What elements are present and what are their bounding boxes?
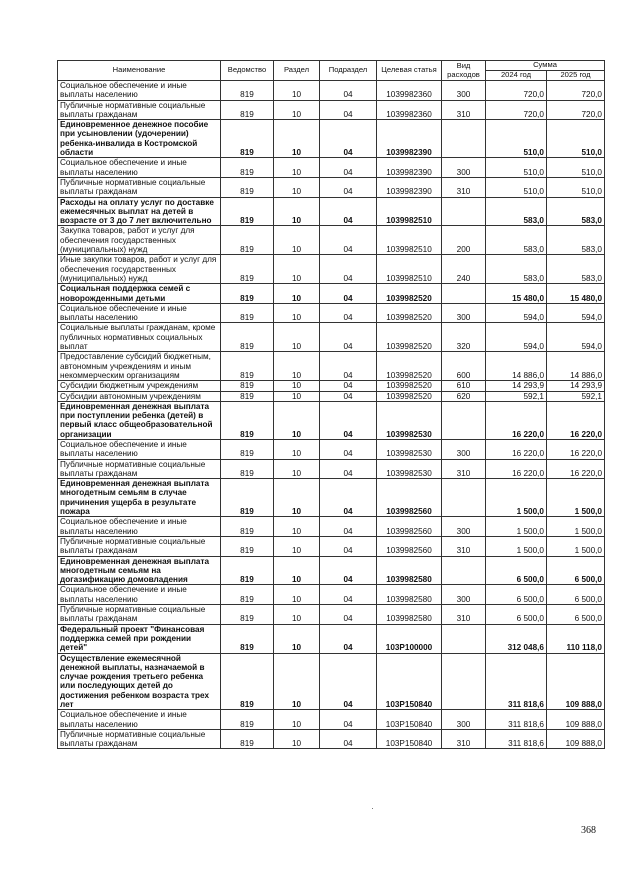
row-podrazdel: 04	[320, 120, 377, 158]
table-row	[58, 120, 605, 158]
row-name: Субсидии автономным учреждениям	[58, 391, 221, 401]
row-vid: 300	[442, 517, 486, 537]
header-row-top	[58, 61, 605, 71]
row-name: Публичные нормативные социальные выплаты гражданам	[58, 605, 221, 625]
row-name: Социальное обеспечение и иные выплаты населению	[58, 517, 221, 537]
row-name: Публичные нормативные социальные выплаты гражданам	[58, 459, 221, 479]
row-podrazdel: 04	[320, 352, 377, 381]
row-podrazdel: 04	[320, 585, 377, 605]
row-razdel: 10	[274, 284, 320, 304]
row-celevaya: 1039982530	[377, 439, 442, 459]
table-row	[58, 729, 605, 749]
row-sum-2025: 592,1	[547, 391, 605, 401]
row-sum-2024: 311 818,6	[486, 653, 547, 710]
row-celevaya: 1039982520	[377, 303, 442, 323]
table-row	[58, 401, 605, 439]
row-vedomstvo: 819	[221, 653, 274, 710]
row-name: Публичные нормативные социальные выплаты гражданам	[58, 536, 221, 556]
row-razdel: 10	[274, 197, 320, 226]
row-name: Единовременная денежная выплата многодетным семьям на догазификацию домовладения	[58, 556, 221, 585]
row-podrazdel: 04	[320, 323, 377, 352]
row-name: Единовременная денежная выплата многодетным семьям в случае причинения ущерба в результате пожара	[58, 479, 221, 517]
row-vid: 300	[442, 585, 486, 605]
row-podrazdel: 04	[320, 401, 377, 439]
row-name: Федеральный проект "Финансовая поддержка семей при рождении детей"	[58, 624, 221, 653]
table-row	[58, 517, 605, 537]
row-podrazdel: 04	[320, 556, 377, 585]
row-name: Закупка товаров, работ и услуг для обеспечения государственных (муниципальных) нужд	[58, 226, 221, 255]
page-number: 368	[581, 825, 596, 836]
row-podrazdel: 04	[320, 536, 377, 556]
row-celevaya: 1039982390	[377, 177, 442, 197]
row-name: Социальное обеспечение и иные выплаты населению	[58, 710, 221, 730]
row-razdel: 10	[274, 226, 320, 255]
table-row	[58, 323, 605, 352]
row-razdel: 10	[274, 401, 320, 439]
row-sum-2025: 6 500,0	[547, 556, 605, 585]
row-sum-2025: 6 500,0	[547, 605, 605, 625]
row-sum-2024: 1 500,0	[486, 517, 547, 537]
row-razdel: 10	[274, 479, 320, 517]
row-vid: 300	[442, 81, 486, 101]
row-razdel: 10	[274, 391, 320, 401]
row-celevaya: 1039982360	[377, 81, 442, 101]
table-row	[58, 352, 605, 381]
row-razdel: 10	[274, 439, 320, 459]
row-sum-2025: 14 886,0	[547, 352, 605, 381]
row-vedomstvo: 819	[221, 284, 274, 304]
row-razdel: 10	[274, 81, 320, 101]
row-name: Социальное обеспечение и иные выплаты населению	[58, 585, 221, 605]
table-row	[58, 439, 605, 459]
row-podrazdel: 04	[320, 479, 377, 517]
row-vid: 310	[442, 536, 486, 556]
row-celevaya: 1039982390	[377, 158, 442, 178]
row-sum-2024: 6 500,0	[486, 556, 547, 585]
table-row	[58, 459, 605, 479]
row-celevaya: 1039982520	[377, 391, 442, 401]
row-sum-2025: 1 500,0	[547, 536, 605, 556]
row-vid: 310	[442, 459, 486, 479]
row-sum-2024: 6 500,0	[486, 585, 547, 605]
table-row	[58, 624, 605, 653]
row-vid: 320	[442, 323, 486, 352]
row-razdel: 10	[274, 303, 320, 323]
row-name: Предоставление субсидий бюджетным, автономным учреждениям и иным некоммерческим организациям	[58, 352, 221, 381]
row-vedomstvo: 819	[221, 352, 274, 381]
row-vedomstvo: 819	[221, 556, 274, 585]
row-name: Социальные выплаты гражданам, кроме публичных нормативных социальных выплат	[58, 323, 221, 352]
row-celevaya: 1039982530	[377, 401, 442, 439]
row-razdel: 10	[274, 517, 320, 537]
row-celevaya: 1039982360	[377, 100, 442, 120]
row-sum-2025: 15 480,0	[547, 284, 605, 304]
row-sum-2025: 16 220,0	[547, 439, 605, 459]
row-podrazdel: 04	[320, 255, 377, 284]
row-name: Публичные нормативные социальные выплаты гражданам	[58, 177, 221, 197]
row-sum-2025: 16 220,0	[547, 401, 605, 439]
col-header-celevaya: Целевая статья	[377, 61, 442, 81]
row-name: Социальное обеспечение и иные выплаты населению	[58, 81, 221, 101]
row-sum-2024: 16 220,0	[486, 459, 547, 479]
row-sum-2025: 110 118,0	[547, 624, 605, 653]
row-podrazdel: 04	[320, 226, 377, 255]
row-sum-2025: 14 293,9	[547, 381, 605, 391]
table-row	[58, 158, 605, 178]
row-vid	[442, 624, 486, 653]
row-sum-2024: 15 480,0	[486, 284, 547, 304]
row-name: Социальная поддержка семей с новорожденными детьми	[58, 284, 221, 304]
table-row	[58, 536, 605, 556]
row-vedomstvo: 819	[221, 100, 274, 120]
row-sum-2025: 510,0	[547, 177, 605, 197]
row-vid	[442, 284, 486, 304]
row-razdel: 10	[274, 177, 320, 197]
row-sum-2025: 109 888,0	[547, 710, 605, 730]
budget-table	[57, 60, 605, 749]
row-celevaya: 103P150840	[377, 653, 442, 710]
row-vid: 240	[442, 255, 486, 284]
row-razdel: 10	[274, 729, 320, 749]
row-razdel: 10	[274, 459, 320, 479]
row-vedomstvo: 819	[221, 226, 274, 255]
table-row	[58, 303, 605, 323]
row-celevaya: 1039982520	[377, 323, 442, 352]
row-razdel: 10	[274, 323, 320, 352]
col-header-name: Наименование	[58, 61, 221, 81]
row-podrazdel: 04	[320, 197, 377, 226]
row-celevaya: 1039982520	[377, 284, 442, 304]
row-celevaya: 1039982520	[377, 381, 442, 391]
row-vid: 600	[442, 352, 486, 381]
row-vid: 300	[442, 710, 486, 730]
row-sum-2024: 720,0	[486, 100, 547, 120]
row-vedomstvo: 819	[221, 381, 274, 391]
row-sum-2024: 583,0	[486, 255, 547, 284]
row-razdel: 10	[274, 255, 320, 284]
row-sum-2025: 594,0	[547, 303, 605, 323]
col-header-2024: 2024 год	[486, 71, 547, 81]
row-vid	[442, 197, 486, 226]
row-sum-2025: 1 500,0	[547, 517, 605, 537]
table-row	[58, 197, 605, 226]
row-sum-2025: 594,0	[547, 323, 605, 352]
row-sum-2024: 16 220,0	[486, 401, 547, 439]
row-celevaya: 1039982580	[377, 556, 442, 585]
row-celevaya: 1039982580	[377, 605, 442, 625]
row-vid: 310	[442, 177, 486, 197]
row-sum-2024: 14 886,0	[486, 352, 547, 381]
row-vid	[442, 556, 486, 585]
row-sum-2024: 14 293,9	[486, 381, 547, 391]
row-podrazdel: 04	[320, 284, 377, 304]
row-celevaya: 1039982560	[377, 517, 442, 537]
row-sum-2024: 311 818,6	[486, 710, 547, 730]
row-sum-2025: 720,0	[547, 100, 605, 120]
scan-dot	[372, 808, 373, 809]
row-podrazdel: 04	[320, 439, 377, 459]
row-podrazdel: 04	[320, 158, 377, 178]
row-celevaya: 1039982510	[377, 197, 442, 226]
row-sum-2024: 510,0	[486, 158, 547, 178]
row-vedomstvo: 819	[221, 517, 274, 537]
table-row	[58, 284, 605, 304]
row-vedomstvo: 819	[221, 479, 274, 517]
row-sum-2025: 109 888,0	[547, 653, 605, 710]
table-row	[58, 226, 605, 255]
row-podrazdel: 04	[320, 459, 377, 479]
col-header-2025: 2025 год	[547, 71, 605, 81]
row-sum-2025: 16 220,0	[547, 459, 605, 479]
row-name: Субсидии бюджетным учреждениям	[58, 381, 221, 391]
row-podrazdel: 04	[320, 605, 377, 625]
row-podrazdel: 04	[320, 517, 377, 537]
row-razdel: 10	[274, 381, 320, 391]
table-row	[58, 479, 605, 517]
row-podrazdel: 04	[320, 100, 377, 120]
row-name: Осуществление ежемесячной денежной выплаты, назначаемой в случае рождения третьего ребенка или последующих детей до достижения ребенком возраста трех лет	[58, 653, 221, 710]
row-vedomstvo: 819	[221, 197, 274, 226]
row-vedomstvo: 819	[221, 729, 274, 749]
row-sum-2024: 510,0	[486, 177, 547, 197]
col-header-vedomstvo: Ведомство	[221, 61, 274, 81]
row-name: Публичные нормативные социальные выплаты гражданам	[58, 100, 221, 120]
row-vedomstvo: 819	[221, 536, 274, 556]
row-podrazdel: 04	[320, 303, 377, 323]
row-celevaya: 1039982510	[377, 255, 442, 284]
row-podrazdel: 04	[320, 177, 377, 197]
row-vedomstvo: 819	[221, 177, 274, 197]
row-name: Иные закупки товаров, работ и услуг для обеспечения государственных (муниципальных) нужд	[58, 255, 221, 284]
row-celevaya: 1039982390	[377, 120, 442, 158]
row-vid	[442, 120, 486, 158]
table-row	[58, 391, 605, 401]
row-sum-2025: 510,0	[547, 158, 605, 178]
table-row	[58, 381, 605, 391]
row-celevaya: 103P100000	[377, 624, 442, 653]
row-podrazdel: 04	[320, 391, 377, 401]
row-vid	[442, 653, 486, 710]
row-vedomstvo: 819	[221, 401, 274, 439]
row-sum-2025: 583,0	[547, 255, 605, 284]
row-sum-2025: 583,0	[547, 197, 605, 226]
row-name: Единовременная денежная выплата при поступлении ребенка (детей) в первый класс общеобразовательной организации	[58, 401, 221, 439]
row-vedomstvo: 819	[221, 81, 274, 101]
table-row	[58, 653, 605, 710]
row-sum-2024: 1 500,0	[486, 479, 547, 517]
row-celevaya: 103P150840	[377, 729, 442, 749]
row-vedomstvo: 819	[221, 303, 274, 323]
col-header-summa: Сумма	[486, 61, 605, 71]
row-sum-2025: 6 500,0	[547, 585, 605, 605]
row-razdel: 10	[274, 585, 320, 605]
row-sum-2025: 583,0	[547, 226, 605, 255]
col-header-podrazdel: Подраздел	[320, 61, 377, 81]
table-row	[58, 710, 605, 730]
table-row	[58, 81, 605, 101]
row-celevaya: 1039982560	[377, 536, 442, 556]
row-sum-2025: 720,0	[547, 81, 605, 101]
row-name: Единовременное денежное пособие при усыновлении (удочерении) ребенка-инвалида в Костромской области	[58, 120, 221, 158]
row-sum-2024: 592,1	[486, 391, 547, 401]
table-row	[58, 255, 605, 284]
table-row	[58, 100, 605, 120]
row-sum-2024: 1 500,0	[486, 536, 547, 556]
row-name: Социальное обеспечение и иные выплаты населению	[58, 158, 221, 178]
row-vid: 620	[442, 391, 486, 401]
row-vedomstvo: 819	[221, 323, 274, 352]
row-razdel: 10	[274, 624, 320, 653]
row-razdel: 10	[274, 653, 320, 710]
row-sum-2024: 594,0	[486, 323, 547, 352]
row-sum-2025: 109 888,0	[547, 729, 605, 749]
row-sum-2024: 311 818,6	[486, 729, 547, 749]
table-row	[58, 556, 605, 585]
row-razdel: 10	[274, 352, 320, 381]
row-vid: 610	[442, 381, 486, 391]
row-sum-2024: 720,0	[486, 81, 547, 101]
row-vid: 300	[442, 303, 486, 323]
row-razdel: 10	[274, 536, 320, 556]
row-razdel: 10	[274, 120, 320, 158]
row-podrazdel: 04	[320, 81, 377, 101]
row-vedomstvo: 819	[221, 585, 274, 605]
row-vid: 310	[442, 729, 486, 749]
table-row	[58, 605, 605, 625]
row-vid: 300	[442, 158, 486, 178]
row-sum-2025: 510,0	[547, 120, 605, 158]
row-podrazdel: 04	[320, 624, 377, 653]
row-vedomstvo: 819	[221, 120, 274, 158]
row-vid: 310	[442, 605, 486, 625]
row-vid: 200	[442, 226, 486, 255]
row-podrazdel: 04	[320, 653, 377, 710]
row-vid	[442, 479, 486, 517]
row-name: Социальное обеспечение и иные выплаты населению	[58, 439, 221, 459]
row-vid	[442, 401, 486, 439]
col-header-vid: Вид расходов	[442, 61, 486, 81]
row-celevaya: 1039982560	[377, 479, 442, 517]
row-celevaya: 1039982520	[377, 352, 442, 381]
row-vedomstvo: 819	[221, 459, 274, 479]
row-razdel: 10	[274, 100, 320, 120]
row-name: Социальное обеспечение и иные выплаты населению	[58, 303, 221, 323]
table-row	[58, 585, 605, 605]
row-vedomstvo: 819	[221, 439, 274, 459]
row-sum-2024: 510,0	[486, 120, 547, 158]
row-sum-2024: 583,0	[486, 226, 547, 255]
row-vid: 310	[442, 100, 486, 120]
row-sum-2025: 1 500,0	[547, 479, 605, 517]
row-podrazdel: 04	[320, 710, 377, 730]
row-sum-2024: 583,0	[486, 197, 547, 226]
table-body	[58, 81, 605, 749]
row-razdel: 10	[274, 556, 320, 585]
row-sum-2024: 16 220,0	[486, 439, 547, 459]
row-celevaya: 1039982510	[377, 226, 442, 255]
table-row	[58, 177, 605, 197]
row-sum-2024: 312 048,6	[486, 624, 547, 653]
row-celevaya: 103P150840	[377, 710, 442, 730]
row-razdel: 10	[274, 710, 320, 730]
row-name: Расходы на оплату услуг по доставке ежемесячных выплат на детей в возрасте от 3 до 7 лет включительно	[58, 197, 221, 226]
row-celevaya: 1039982580	[377, 585, 442, 605]
row-celevaya: 1039982530	[377, 459, 442, 479]
row-sum-2024: 594,0	[486, 303, 547, 323]
row-vedomstvo: 819	[221, 710, 274, 730]
row-podrazdel: 04	[320, 381, 377, 391]
row-name: Публичные нормативные социальные выплаты гражданам	[58, 729, 221, 749]
col-header-razdel: Раздел	[274, 61, 320, 81]
row-razdel: 10	[274, 158, 320, 178]
row-podrazdel: 04	[320, 729, 377, 749]
row-sum-2024: 6 500,0	[486, 605, 547, 625]
row-vid: 300	[442, 439, 486, 459]
row-vedomstvo: 819	[221, 391, 274, 401]
row-razdel: 10	[274, 605, 320, 625]
row-vedomstvo: 819	[221, 158, 274, 178]
row-vedomstvo: 819	[221, 255, 274, 284]
row-vedomstvo: 819	[221, 624, 274, 653]
row-vedomstvo: 819	[221, 605, 274, 625]
